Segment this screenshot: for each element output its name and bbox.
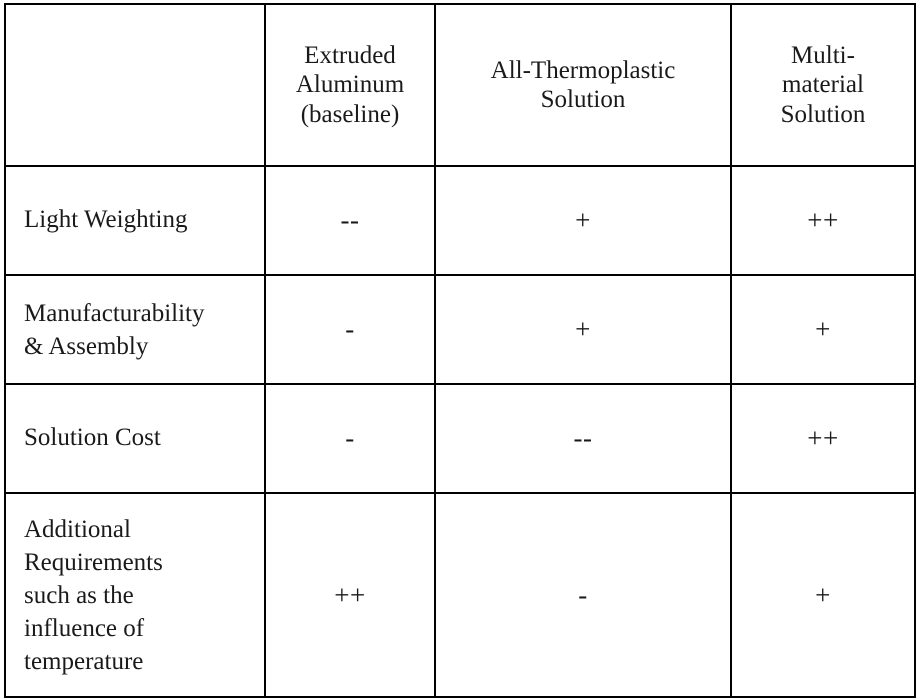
row-label-line: such as the bbox=[24, 581, 134, 609]
row-label-light-weighting: Light Weighting bbox=[5, 166, 265, 275]
row-label-additional-requirements bbox=[5, 493, 265, 697]
rating-solution-cost-extruded-aluminum: - bbox=[265, 384, 435, 493]
row-label-line: & Assembly bbox=[24, 332, 149, 360]
header-line: Aluminum bbox=[295, 71, 405, 99]
table-header bbox=[5, 4, 915, 166]
header-row bbox=[5, 4, 915, 166]
header-line: Solution bbox=[540, 86, 626, 113]
row-label-solution-cost: Solution Cost bbox=[5, 384, 265, 493]
comparison-table bbox=[4, 3, 916, 698]
header-cell-criteria bbox=[5, 4, 265, 166]
rating-light-weighting-all-thermoplastic: + bbox=[435, 166, 731, 275]
header-line: All-Thermoplastic bbox=[490, 56, 676, 84]
header-line: Solution bbox=[780, 100, 866, 128]
table-row bbox=[5, 166, 915, 275]
rating-light-weighting-multi-material: ++ bbox=[731, 166, 915, 275]
row-label-line: influence of bbox=[24, 614, 145, 642]
rating-additional-extruded-aluminum: ++ bbox=[265, 493, 435, 697]
rating-solution-cost-multi-material: ++ bbox=[731, 384, 915, 493]
rating-manufacturability-multi-material: + bbox=[731, 275, 915, 384]
header-cell-all-thermoplastic bbox=[435, 4, 731, 166]
table-row bbox=[5, 275, 915, 384]
header-line: Multi- bbox=[791, 41, 855, 69]
rating-additional-all-thermoplastic: - bbox=[435, 493, 731, 697]
header-line: Extruded bbox=[304, 41, 396, 69]
row-label-manufacturability-assembly bbox=[5, 275, 265, 384]
rating-light-weighting-extruded-aluminum: -- bbox=[265, 166, 435, 275]
header-line: (baseline) bbox=[300, 100, 400, 128]
header-cell-extruded-aluminum bbox=[265, 4, 435, 166]
rating-manufacturability-extruded-aluminum: - bbox=[265, 275, 435, 384]
table-row bbox=[5, 493, 915, 697]
header-cell-multi-material bbox=[731, 4, 915, 166]
table-body bbox=[5, 166, 915, 697]
row-label-line: temperature bbox=[24, 647, 144, 675]
rating-additional-multi-material: + bbox=[731, 493, 915, 697]
rating-manufacturability-all-thermoplastic: + bbox=[435, 275, 731, 384]
header-line: material bbox=[782, 71, 864, 99]
row-label-line: Additional bbox=[24, 515, 131, 543]
table-row bbox=[5, 384, 915, 493]
row-label-line: Requirements bbox=[24, 548, 163, 576]
rating-solution-cost-all-thermoplastic: -- bbox=[435, 384, 731, 493]
row-label-line: Manufacturability bbox=[24, 299, 205, 327]
